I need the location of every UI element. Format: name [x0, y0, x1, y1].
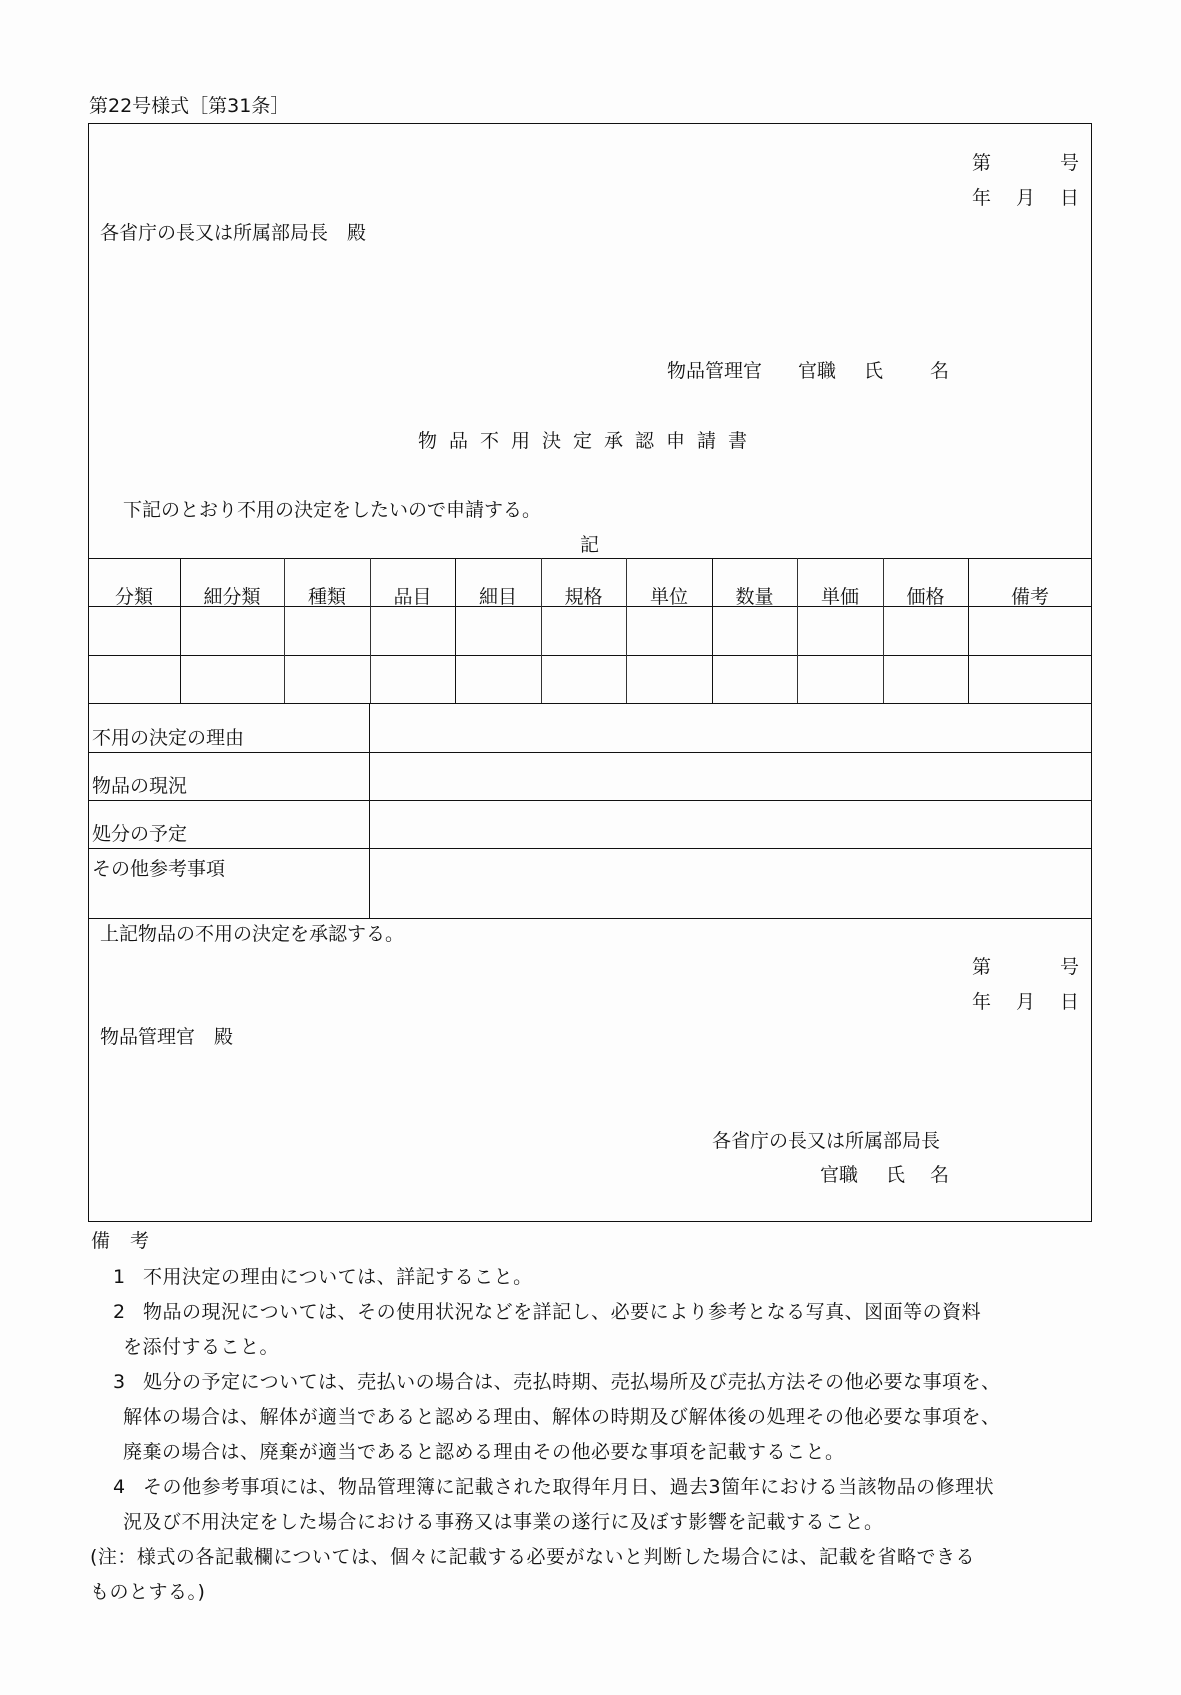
approver-surname: 氏 [886, 1164, 906, 1186]
note-number: 1 [113, 1266, 126, 1288]
doc-number-prefix: 第 [972, 152, 992, 174]
field-input-reason[interactable] [371, 704, 1091, 751]
column-header: 価格 [906, 586, 945, 608]
field-input-disposal[interactable] [371, 801, 1091, 847]
note-text: 況及び不用決定をした場合における事務又は事業の遂行に及ぼす影響を記載すること。 [123, 1511, 884, 1533]
field-input-condition[interactable] [371, 753, 1091, 799]
column-header: 品目 [393, 586, 432, 608]
field-label-other: その他参考事項 [92, 858, 226, 880]
document-title: 物品不用決定承認申請書 [418, 430, 760, 452]
form-number: 第22号様式［第31条］ [89, 95, 290, 117]
column-header: 規格 [564, 586, 603, 608]
note-text: 廃棄の場合は、廃棄が適当であると認める理由その他必要な事項を記載すること。 [123, 1441, 845, 1463]
notes-heading-2: 考 [130, 1230, 150, 1252]
date-day: 日 [1060, 187, 1080, 209]
doc-number-suffix: 号 [1060, 152, 1080, 174]
column-header: 備考 [1010, 586, 1049, 608]
column-header: 分類 [114, 586, 153, 608]
table-row[interactable] [88, 607, 1092, 654]
request-addressee: 各省庁の長又は所属部局長 殿 [100, 222, 367, 244]
date-month: 月 [1016, 187, 1036, 209]
note-text: その他参考事項には、物品管理簿に記載された取得年月日、過去3箇年における当該物品の修理状 [143, 1476, 995, 1498]
note-number: 2 [113, 1301, 126, 1323]
note-text: 物品の現況については、その使用状況などを詳記し、必要により参考となる写真、図面等の資料 [143, 1301, 982, 1323]
approval-doc-number-suffix: 号 [1060, 956, 1080, 978]
approval-doc-number-prefix: 第 [972, 956, 992, 978]
note-number: 4 [113, 1476, 126, 1498]
notes-heading-1: 備 [91, 1230, 111, 1252]
note-text: 不用決定の理由については、詳記すること。 [143, 1266, 533, 1288]
note-text: 処分の予定については、売払いの場合は、売払時期、売払場所及び売払方法その他必要な事項を、 [143, 1371, 1001, 1393]
date-year: 年 [972, 187, 992, 209]
approver-post: 官職 [820, 1164, 859, 1186]
note-number: 3 [113, 1371, 126, 1393]
approval-date-day: 日 [1060, 991, 1080, 1013]
applicant-role: 物品管理官 [667, 360, 763, 382]
approval-date-year: 年 [972, 991, 992, 1013]
field-input-other[interactable] [371, 849, 1091, 917]
column-header: 細分類 [203, 586, 261, 608]
column-header: 単価 [820, 586, 859, 608]
approval-addressee: 物品管理官 殿 [100, 1026, 234, 1048]
remark-text: ものとする。) [90, 1581, 206, 1603]
note-text: 解体の場合は、解体が適当であると認める理由、解体の時期及び解体後の処理その他必要な事項を、 [123, 1406, 1001, 1428]
field-label-disposal: 処分の予定 [92, 823, 188, 845]
column-header: 単位 [649, 586, 688, 608]
table-top-border [88, 558, 1092, 559]
remark-text: (注：様式の各記載欄については、個々に記載する必要がないと判断した場合には、記載を省略できる [90, 1546, 976, 1568]
ki-label: 記 [580, 534, 600, 556]
field-label-reason: 不用の決定の理由 [92, 727, 245, 749]
field-label-condition: 物品の現況 [92, 775, 188, 797]
applicant-post: 官職 [798, 360, 837, 382]
field-border [88, 918, 1092, 919]
column-header: 数量 [735, 586, 774, 608]
applicant-surname: 氏 [864, 360, 884, 382]
request-body: 下記のとおり不用の決定をしたいので申請する。 [123, 499, 542, 521]
note-text: を添付すること。 [123, 1336, 280, 1358]
approver-role: 各省庁の長又は所属部局長 [712, 1130, 941, 1152]
field-divider [369, 703, 370, 919]
approval-statement: 上記物品の不用の決定を承認する。 [100, 923, 405, 945]
applicant-name: 名 [930, 360, 950, 382]
column-header: 細目 [478, 586, 517, 608]
approver-name: 名 [930, 1164, 950, 1186]
column-header: 種類 [307, 586, 346, 608]
approval-date-month: 月 [1016, 991, 1036, 1013]
table-row[interactable] [88, 656, 1092, 703]
